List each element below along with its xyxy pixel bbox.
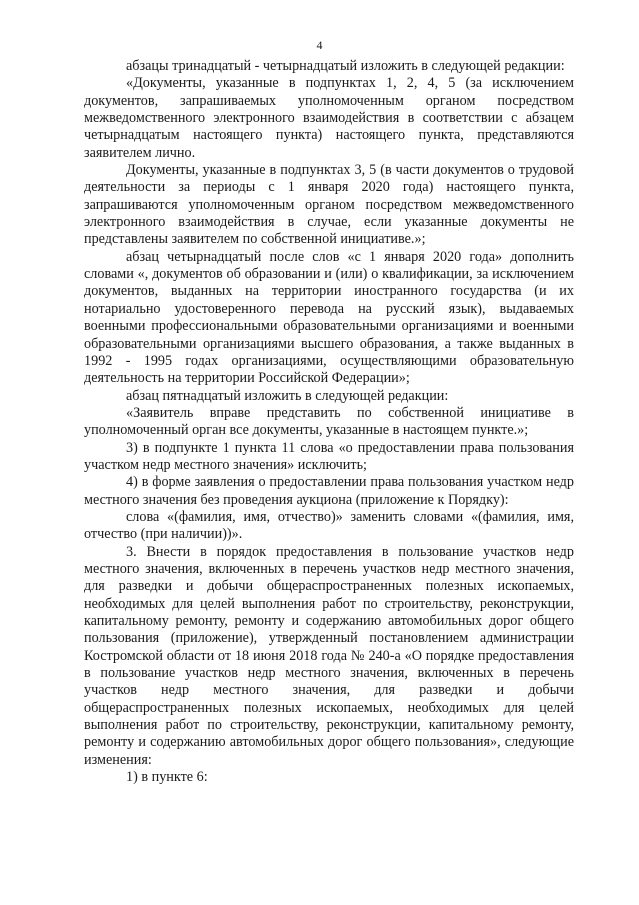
paragraph-section-3: 3. Внести в порядок предоставления в пользование участков недр местного значения, включенных в перечень участков недр местного значения, для разведки и добычи общераспространенных полезных ископаемых, необходимых для целей выполнения работ по строительству, реконструкции, капитальному ремонту, ремонту и содержанию автомобильных дорог общего пользования (приложение), утвержденный постановлением администрации Костромской области от 18 июня 2018 года № 240-а «О порядке предоставления в пользование участков недр местного значения, включенных в перечень участков недр местного значения, для разведки и добычи общераспространенных полезных ископаемых, необходимых для целей выполнения работ по строительству, реконструкции, капитальному ремонту, ремонту и содержанию автомобильных дорог общего пользования», следующие изменения: (84, 543, 574, 768)
paragraph-item-4-words: слова «(фамилия, имя, отчество)» заменить словами «(фамилия, имя, отчество (при наличии))». (84, 508, 574, 543)
paragraph-amend-13-14: абзацы тринадцатый - четырнадцатый изложить в следующей редакции: (126, 58, 565, 74)
document-body (84, 58, 574, 786)
paragraph-amend-14-supplement: абзац четырнадцатый после слов «с 1 января 2020 года» дополнить словами «, документов об образовании и (или) о квалификации, за исключением документов, выданных на территории иностранного государства (и их нотариально удостоверенного перевода на русский язык), выдаваемых военными профессиональными образовательными организациями и военными образовательными организациями высшего образования, а также выданных в 1992 - 1995 годах организациями, осуществляющими образовательную деятельность на территории Российской Федерации»; (84, 248, 574, 387)
paragraph-amend-15: абзац пятнадцатый изложить в следующей редакции: (126, 387, 449, 404)
paragraph-quote-documents-requested: Документы, указанные в подпунктах 3, 5 (в части документов о трудовой деятельности за периоды с 1 января 2020 года) настоящего пункта, запрашиваются уполномоченным органом посредством межведомственного электронного взаимодействия в случае, если указанные документы не представлены заявителем по собственной инициативе.»; (84, 162, 574, 248)
paragraph-item-3: 3) в подпункте 1 пункта 11 слова «о предоставлении права пользования участком недр местного значения» исключить; (84, 439, 574, 473)
page-number: 4 (316, 38, 323, 52)
paragraph-quote-documents-personal: «Документы, указанные в подпунктах 1, 2, 4, 5 (за исключением документов, запрашиваемых уполномоченным органом посредством межведомственного электронного взаимодействия в соответствии с абзацем четырнадцатым настоящего пункта) настоящего пункта, представляются заявителем лично. (84, 75, 574, 161)
paragraph-item-4: 4) в форме заявления о предоставлении права пользования участком недр местного значения без проведения аукциона (приложение к Порядку): (84, 474, 574, 508)
paragraph-section-3-item-1: 1) в пункте 6: (126, 769, 208, 786)
paragraph-quote-applicant-right: «Заявитель вправе представить по собственной инициативе в уполномоченный орган все документы, указанные в настоящем пункте.»; (84, 404, 574, 439)
